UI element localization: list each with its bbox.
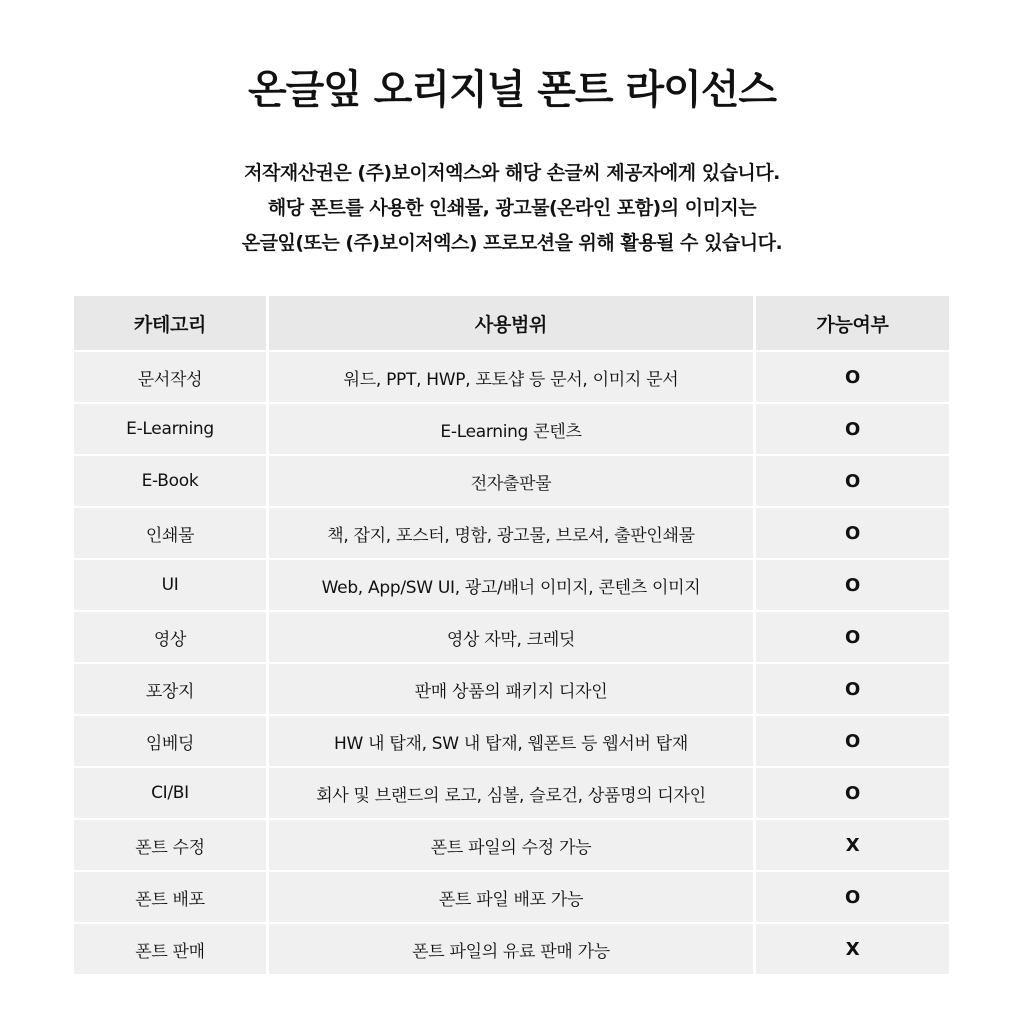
table-header-row — [74, 296, 949, 352]
table-row — [74, 664, 949, 716]
table-row — [74, 508, 949, 560]
allowed-cell: O — [756, 508, 949, 558]
allowed-cell: O — [756, 456, 949, 506]
allowed-cell: O — [756, 716, 949, 766]
table-row — [74, 612, 949, 664]
scope-cell: 워드, PPT, HWP, 포토샵 등 문서, 이미지 문서 — [269, 352, 753, 402]
category-cell: CI/BI — [74, 768, 266, 818]
scope-cell: E-Learning 콘텐츠 — [269, 404, 753, 454]
category-cell: E-Learning — [74, 404, 266, 454]
category-cell: 폰트 판매 — [74, 924, 266, 974]
table-row — [74, 820, 949, 872]
table-row — [74, 404, 949, 456]
description-line: 저작재산권은 (주)보이저엑스와 해당 손글씨 제공자에게 있습니다. — [244, 162, 780, 184]
table-row — [74, 716, 949, 768]
allowed-cell: X — [756, 924, 949, 974]
category-cell: 폰트 배포 — [74, 872, 266, 922]
allowed-cell: O — [756, 664, 949, 714]
header-allowed: 가능여부 — [756, 296, 949, 350]
scope-cell: 폰트 파일의 수정 가능 — [269, 820, 753, 870]
allowed-cell: X — [756, 820, 949, 870]
category-cell: 문서작성 — [74, 352, 266, 402]
scope-cell: 판매 상품의 패키지 디자인 — [269, 664, 753, 714]
category-cell: E-Book — [74, 456, 266, 506]
scope-cell: 책, 잡지, 포스터, 명함, 광고물, 브로셔, 출판인쇄물 — [269, 508, 753, 558]
allowed-cell: O — [756, 404, 949, 454]
table-row — [74, 768, 949, 820]
license-description — [0, 156, 1024, 261]
allowed-cell: O — [756, 560, 949, 610]
scope-cell: 영상 자막, 크레딧 — [269, 612, 753, 662]
scope-cell: 전자출판물 — [269, 456, 753, 506]
table-row — [74, 872, 949, 924]
allowed-cell: O — [756, 872, 949, 922]
table-row — [74, 924, 949, 976]
table-row — [74, 560, 949, 612]
header-scope: 사용범위 — [269, 296, 753, 350]
category-cell: 인쇄물 — [74, 508, 266, 558]
scope-cell: 폰트 파일 배포 가능 — [269, 872, 753, 922]
table-row — [74, 456, 949, 508]
allowed-cell: O — [756, 352, 949, 402]
scope-cell: 회사 및 브랜드의 로고, 심볼, 슬로건, 상품명의 디자인 — [269, 768, 753, 818]
description-line: 해당 폰트를 사용한 인쇄물, 광고물(온라인 포함)의 이미지는 — [267, 197, 757, 219]
scope-cell: Web, App/SW UI, 광고/배너 이미지, 콘텐츠 이미지 — [269, 560, 753, 610]
table-row — [74, 352, 949, 404]
category-cell: UI — [74, 560, 266, 610]
category-cell: 폰트 수정 — [74, 820, 266, 870]
description-line: 온글잎(또는 (주)보이저엑스) 프로모션을 위해 활용될 수 있습니다. — [241, 232, 783, 254]
category-cell: 임베딩 — [74, 716, 266, 766]
category-cell: 영상 — [74, 612, 266, 662]
header-category: 카테고리 — [74, 296, 266, 350]
category-cell: 포장지 — [74, 664, 266, 714]
scope-cell: 폰트 파일의 유료 판매 가능 — [269, 924, 753, 974]
license-table — [74, 296, 949, 976]
allowed-cell: O — [756, 768, 949, 818]
scope-cell: HW 내 탑재, SW 내 탑재, 웹폰트 등 웹서버 탑재 — [269, 716, 753, 766]
page-title: 온글잎 오리지널 폰트 라이선스 — [247, 67, 777, 113]
allowed-cell: O — [756, 612, 949, 662]
